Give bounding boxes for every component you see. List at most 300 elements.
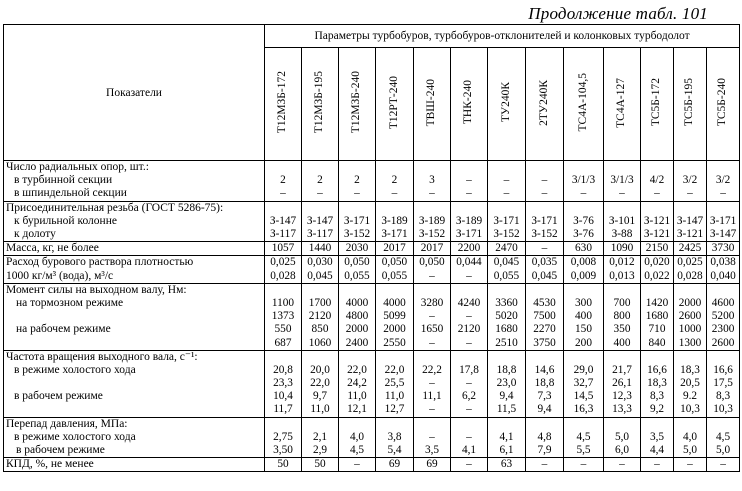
cell-value (302, 161, 339, 175)
cell-value: 26,1 (604, 377, 641, 390)
row-label: Присоединительная резьба (ГОСТ 5286-75): (4, 201, 265, 215)
cell-value: 9,4 (488, 390, 526, 403)
cell-value: 69 (414, 458, 451, 472)
cell-value: З-189 (414, 215, 451, 228)
model-name: ТС4А-104,5 (576, 73, 589, 132)
cell-value: 17,8 (451, 364, 488, 377)
cell-value (451, 283, 488, 297)
cell-value (339, 283, 376, 297)
cell-value (526, 161, 564, 175)
cell-value: 9.2 (674, 390, 707, 403)
cell-value: 5,0 (604, 431, 641, 444)
cell-value: – (707, 187, 740, 201)
cell-value: З-171 (451, 228, 488, 242)
table-body (4, 161, 740, 472)
cell-value (451, 350, 488, 364)
cell-value: 9,2 (641, 403, 674, 417)
cell-value (641, 201, 674, 215)
cell-value: 20,8 (265, 364, 302, 377)
row-label (4, 310, 265, 323)
cell-value: 0,020 (641, 256, 674, 270)
cell-value: 3,8 (376, 431, 414, 444)
table-row (4, 323, 740, 336)
cell-value (641, 350, 674, 364)
cell-value: 3/1/3 (564, 174, 604, 187)
cell-value (339, 417, 376, 431)
cell-value: 850 (302, 323, 339, 336)
row-label: 1000 кг/м³ (вода), м³/с (4, 270, 265, 284)
cell-value: – (707, 458, 740, 472)
model-name: Т12МЗБ-240 (350, 71, 363, 134)
row-label (4, 377, 265, 390)
cell-value: З-117 (302, 228, 339, 242)
cell-value: – (339, 458, 376, 472)
cell-value: 5099 (376, 310, 414, 323)
cell-value: 3,50 (265, 444, 302, 458)
table-row (4, 187, 740, 201)
cell-value: 13,3 (604, 403, 641, 417)
cell-value: – (526, 458, 564, 472)
cell-value: 14,5 (564, 390, 604, 403)
table-row (4, 215, 740, 228)
table-row (4, 174, 740, 187)
row-label: Частота вращения выходного вала, с⁻¹: (4, 350, 265, 364)
cell-value: 1680 (641, 310, 674, 323)
cell-value: 1650 (414, 323, 451, 336)
cell-value: З-101 (604, 215, 641, 228)
table-row (4, 350, 740, 364)
cell-value (414, 350, 451, 364)
cell-value (302, 417, 339, 431)
cell-value: 50 (302, 458, 339, 472)
cell-value (564, 161, 604, 175)
cell-value: 1700 (302, 297, 339, 310)
cell-value (414, 417, 451, 431)
cell-value (414, 161, 451, 175)
cell-value: З-147 (265, 215, 302, 228)
cell-value: 7,3 (526, 390, 564, 403)
cell-value: – (526, 187, 564, 201)
cell-value: 0,038 (707, 256, 740, 270)
cell-value: 0,055 (339, 270, 376, 284)
cell-value (451, 201, 488, 215)
model-name: Т12РТ-240 (387, 75, 400, 130)
cell-value (674, 417, 707, 431)
cell-value: 4530 (526, 297, 564, 310)
cell-value: 9,7 (302, 390, 339, 403)
cell-value: 0,013 (604, 270, 641, 284)
cell-value: 3360 (488, 297, 526, 310)
cell-value: 3 (414, 174, 451, 187)
cell-value: – (451, 310, 488, 323)
cell-value: 840 (641, 336, 674, 350)
cell-value: 6,0 (604, 444, 641, 458)
cell-value: З-117 (265, 228, 302, 242)
model-name: Т12МЗБ-195 (313, 71, 326, 134)
cell-value: 4,1 (488, 431, 526, 444)
cell-value: – (414, 336, 451, 350)
row-label: КПД, %, не менее (4, 458, 265, 472)
cell-value (707, 161, 740, 175)
cell-value (414, 201, 451, 215)
cell-value: З-152 (488, 228, 526, 242)
cell-value (604, 417, 641, 431)
table-row (4, 336, 740, 350)
cell-value: – (339, 187, 376, 201)
cell-value: 2000 (376, 323, 414, 336)
cell-value: 22,2 (414, 364, 451, 377)
cell-value: З-121 (641, 228, 674, 242)
cell-value (604, 283, 641, 297)
cell-value: – (414, 270, 451, 284)
cell-value (526, 417, 564, 431)
cell-value (339, 350, 376, 364)
cell-value: 0,009 (564, 270, 604, 284)
model-name: ТВШ-240 (425, 78, 438, 127)
model-name: ТС5Б-195 (683, 78, 696, 127)
table-row (4, 444, 740, 458)
model-name: 2ТУ240К (537, 79, 550, 126)
cell-value (674, 283, 707, 297)
table-row (4, 161, 740, 175)
table-row (4, 364, 740, 377)
cell-value: – (414, 310, 451, 323)
cell-value (604, 350, 641, 364)
cell-value (674, 161, 707, 175)
table-row (4, 242, 740, 256)
row-label-header: Показатели (4, 25, 265, 161)
cell-value: – (526, 174, 564, 187)
cell-value (707, 201, 740, 215)
cell-value: 0,040 (707, 270, 740, 284)
cell-value: 687 (265, 336, 302, 350)
cell-value: 29,0 (564, 364, 604, 377)
table-row (4, 297, 740, 310)
cell-value: 400 (604, 336, 641, 350)
cell-value: 3280 (414, 297, 451, 310)
cell-value: 300 (564, 297, 604, 310)
cell-value: 2600 (674, 310, 707, 323)
cell-value (376, 161, 414, 175)
cell-value: 2 (376, 174, 414, 187)
cell-value: З-121 (641, 215, 674, 228)
cell-value: 20,0 (302, 364, 339, 377)
cell-value: 1300 (674, 336, 707, 350)
cell-value (564, 417, 604, 431)
cell-value: 11,0 (376, 390, 414, 403)
cell-value (488, 417, 526, 431)
cell-value (265, 283, 302, 297)
row-label: к бурильной колонне (4, 215, 265, 228)
model-name: ТС5Б-172 (650, 78, 663, 127)
cell-value: – (641, 458, 674, 472)
cell-value: 2120 (451, 323, 488, 336)
cell-value: 16,6 (641, 364, 674, 377)
cell-value: 4,5 (564, 431, 604, 444)
cell-value: 0,045 (302, 270, 339, 284)
cell-value (526, 283, 564, 297)
model-header (488, 48, 526, 161)
cell-value: – (526, 242, 564, 256)
cell-value: – (265, 187, 302, 201)
row-label: к долоту (4, 228, 265, 242)
cell-value: 150 (564, 323, 604, 336)
cell-value: 8,3 (641, 390, 674, 403)
cell-value: 4,4 (641, 444, 674, 458)
table-caption: Продолжение табл. 101 (528, 4, 708, 23)
cell-value: 21,7 (604, 364, 641, 377)
cell-value: 2 (265, 174, 302, 187)
cell-value (707, 283, 740, 297)
table-row (4, 431, 740, 444)
cell-value: З-171 (707, 215, 740, 228)
cell-value: 0,050 (339, 256, 376, 270)
cell-value: 710 (641, 323, 674, 336)
cell-value (674, 350, 707, 364)
cell-value: 4,8 (526, 431, 564, 444)
cell-value: – (451, 187, 488, 201)
cell-value: 4,0 (339, 431, 376, 444)
cell-value: 0,044 (451, 256, 488, 270)
model-name: Т12МЗБ-172 (276, 71, 289, 134)
cell-value: З-76 (564, 228, 604, 242)
cell-value (707, 417, 740, 431)
cell-value: 550 (265, 323, 302, 336)
cell-value: 4000 (339, 297, 376, 310)
model-header (451, 48, 488, 161)
cell-value: 3,5 (414, 444, 451, 458)
cell-value (526, 201, 564, 215)
cell-value: 400 (564, 310, 604, 323)
table-row (4, 270, 740, 284)
cell-value: 7,9 (526, 444, 564, 458)
cell-value (451, 161, 488, 175)
cell-value: 69 (376, 458, 414, 472)
cell-value: 3750 (526, 336, 564, 350)
model-header (414, 48, 451, 161)
cell-value: 14,6 (526, 364, 564, 377)
cell-value: 20,5 (674, 377, 707, 390)
cell-value: 0,045 (488, 256, 526, 270)
cell-value: 17,5 (707, 377, 740, 390)
cell-value: 3/1/3 (604, 174, 641, 187)
cell-value: – (604, 187, 641, 201)
cell-value: З-171 (526, 215, 564, 228)
table-row (4, 403, 740, 417)
cell-value (604, 201, 641, 215)
cell-value: 6,2 (451, 390, 488, 403)
cell-value: – (641, 187, 674, 201)
model-header (302, 48, 339, 161)
model-name: ТС4А-127 (615, 77, 628, 128)
cell-value (641, 417, 674, 431)
cell-value: – (414, 431, 451, 444)
cell-value: 25,5 (376, 377, 414, 390)
cell-value: 8,3 (707, 390, 740, 403)
cell-value: 1000 (674, 323, 707, 336)
cell-value (265, 201, 302, 215)
cell-value: 4/2 (641, 174, 674, 187)
cell-value: 4000 (376, 297, 414, 310)
cell-value (641, 161, 674, 175)
cell-value: 5,5 (564, 444, 604, 458)
cell-value: 0,050 (414, 256, 451, 270)
cell-value: З-152 (526, 228, 564, 242)
table-row (4, 310, 740, 323)
cell-value: 16,6 (707, 364, 740, 377)
cell-value: 2120 (302, 310, 339, 323)
cell-value: 0,025 (674, 256, 707, 270)
cell-value: 24,2 (339, 377, 376, 390)
cell-value: 0,028 (265, 270, 302, 284)
cell-value (339, 201, 376, 215)
cell-value: 0,045 (526, 270, 564, 284)
table-row (4, 256, 740, 270)
cell-value: – (604, 458, 641, 472)
cell-value: 7500 (526, 310, 564, 323)
cell-value: З-152 (339, 228, 376, 242)
row-label: в турбинной секции (4, 174, 265, 187)
table-row (4, 390, 740, 403)
cell-value: 9,4 (526, 403, 564, 417)
cell-value: З-189 (451, 215, 488, 228)
parameters-table (3, 24, 740, 472)
cell-value (707, 350, 740, 364)
cell-value: – (564, 458, 604, 472)
cell-value: 1060 (302, 336, 339, 350)
cell-value: 4800 (339, 310, 376, 323)
model-header (339, 48, 376, 161)
cell-value: 4,5 (339, 444, 376, 458)
cell-value: 800 (604, 310, 641, 323)
cell-value: 1440 (302, 242, 339, 256)
row-label: Момент силы на выходном валу, Нм: (4, 283, 265, 297)
model-header (265, 48, 302, 161)
cell-value: З-171 (488, 215, 526, 228)
cell-value: 4,5 (707, 431, 740, 444)
cell-value: 11,5 (488, 403, 526, 417)
cell-value: 4600 (707, 297, 740, 310)
row-label (4, 336, 265, 350)
cell-value: 2,75 (265, 431, 302, 444)
row-label: на тормозном режиме (4, 297, 265, 310)
cell-value: 2,1 (302, 431, 339, 444)
cell-value: 23,3 (265, 377, 302, 390)
cell-value: З-147 (302, 215, 339, 228)
cell-value: 2425 (674, 242, 707, 256)
cell-value: 0,028 (674, 270, 707, 284)
cell-value: 1090 (604, 242, 641, 256)
cell-value: 32,7 (564, 377, 604, 390)
cell-value (488, 201, 526, 215)
table-row (4, 377, 740, 390)
cell-value (564, 350, 604, 364)
cell-value (414, 283, 451, 297)
table-row (4, 283, 740, 297)
model-name: ТНК-240 (462, 80, 475, 125)
cell-value (451, 417, 488, 431)
cell-value: 50 (265, 458, 302, 472)
table-row (4, 228, 740, 242)
cell-value: 0,022 (641, 270, 674, 284)
cell-value: 1057 (265, 242, 302, 256)
group-header: Параметры турбобуров, турбобуров-отклонителей и колонковых турбодолот (265, 25, 740, 48)
cell-value: 3730 (707, 242, 740, 256)
row-label (4, 403, 265, 417)
cell-value (604, 161, 641, 175)
cell-value: З-76 (564, 215, 604, 228)
model-name: ТУ240К (499, 82, 512, 123)
cell-value: – (414, 403, 451, 417)
cell-value: З-152 (414, 228, 451, 242)
cell-value: З-171 (339, 215, 376, 228)
cell-value: – (674, 187, 707, 201)
cell-value: – (451, 174, 488, 187)
cell-value: 3/2 (707, 174, 740, 187)
cell-value: 11,1 (414, 390, 451, 403)
cell-value: 22,0 (339, 364, 376, 377)
cell-value: – (376, 187, 414, 201)
cell-value: 700 (604, 297, 641, 310)
cell-value: 200 (564, 336, 604, 350)
row-label: Перепад давления, МПа: (4, 417, 265, 431)
cell-value (376, 417, 414, 431)
model-header (604, 48, 641, 161)
cell-value: З-121 (674, 228, 707, 242)
row-label: в шпиндельной секции (4, 187, 265, 201)
cell-value: 63 (488, 458, 526, 472)
cell-value: 18,8 (526, 377, 564, 390)
cell-value (376, 283, 414, 297)
cell-value: 2470 (488, 242, 526, 256)
cell-value: 2000 (674, 297, 707, 310)
table-row (4, 458, 740, 472)
cell-value: З-88 (604, 228, 641, 242)
cell-value: 2400 (339, 336, 376, 350)
cell-value (564, 283, 604, 297)
cell-value: 2200 (451, 242, 488, 256)
cell-value (302, 350, 339, 364)
cell-value (265, 350, 302, 364)
cell-value: 1680 (488, 323, 526, 336)
cell-value: З-171 (376, 228, 414, 242)
cell-value: 0,025 (265, 256, 302, 270)
model-header (707, 48, 740, 161)
cell-value (302, 201, 339, 215)
cell-value: 0,055 (488, 270, 526, 284)
cell-value: 2270 (526, 323, 564, 336)
cell-value (641, 283, 674, 297)
row-label: в режиме холостого хода (4, 364, 265, 377)
cell-value (339, 161, 376, 175)
cell-value (674, 201, 707, 215)
cell-value: 2,9 (302, 444, 339, 458)
cell-value: 630 (564, 242, 604, 256)
cell-value (302, 283, 339, 297)
model-header (641, 48, 674, 161)
cell-value: 1100 (265, 297, 302, 310)
cell-value: 2 (302, 174, 339, 187)
row-label: Масса, кг, не более (4, 242, 265, 256)
cell-value: 2 (339, 174, 376, 187)
cell-value: 2017 (376, 242, 414, 256)
cell-value (265, 417, 302, 431)
cell-value (376, 350, 414, 364)
cell-value: 6,1 (488, 444, 526, 458)
cell-value: 12,7 (376, 403, 414, 417)
cell-value: 5,4 (376, 444, 414, 458)
cell-value: 11,0 (302, 403, 339, 417)
